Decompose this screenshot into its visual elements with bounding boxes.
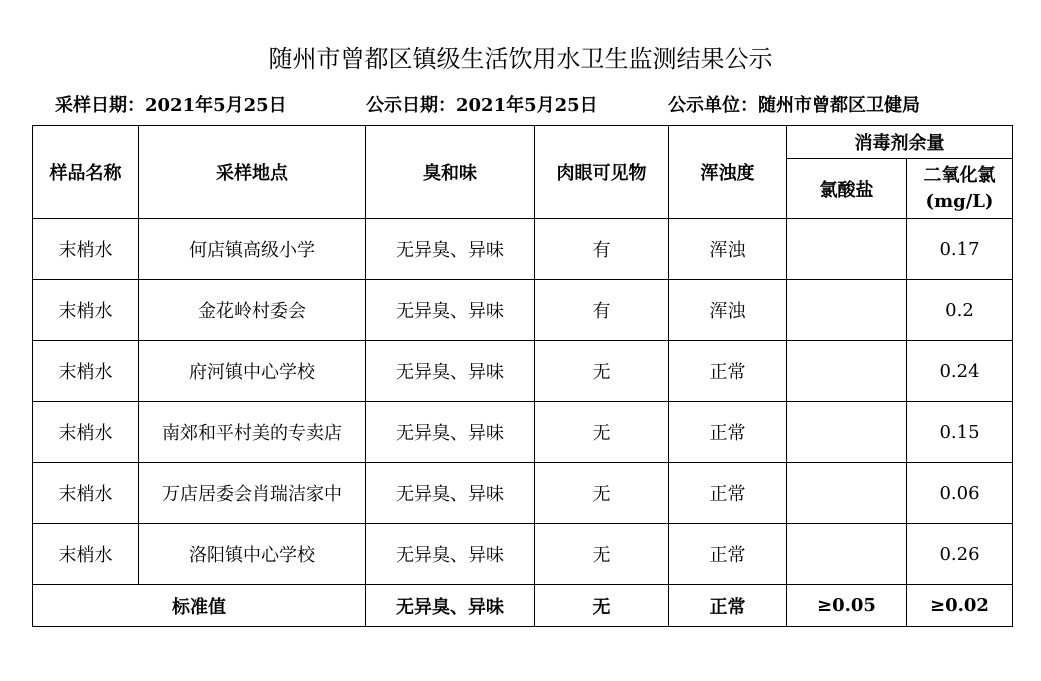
standard-turbidity: 正常 [669,585,787,627]
cell-sampling-site: 万店居委会肖瑞洁家中 [139,463,366,524]
header-chlorine-dioxide-label: 二氧化氯 [923,164,996,186]
header-disinfectant-residual: 消毒剂余量 [787,126,1013,159]
header-sample-name: 样品名称 [33,126,139,219]
table-row [33,280,1013,341]
page-title: 随州市曾都区镇级生活饮用水卫生监测结果公示 [268,45,773,73]
table-row [33,463,1013,524]
publish-date: 公示日期：2021年5月25日 [366,95,598,116]
cell-sample-name: 末梢水 [33,219,139,280]
standard-visible-matter: 无 [535,585,669,627]
cell-visible-matter: 无 [535,524,669,585]
table-row [33,402,1013,463]
standard-odor: 无异臭、异味 [366,585,535,627]
cell-sampling-site: 南郊和平村美的专卖店 [139,402,366,463]
cell-odor: 无异臭、异味 [366,463,535,524]
table-row [33,524,1013,585]
header-chlorine-dioxide [907,159,1013,219]
results-table [32,125,1013,627]
header-visible-matter: 肉眼可见物 [535,126,669,219]
header-sampling-site: 采样地点 [139,126,366,219]
cell-chlorate [787,524,907,585]
cell-odor: 无异臭、异味 [366,341,535,402]
cell-sampling-site: 何店镇高级小学 [139,219,366,280]
standard-row [33,585,1013,627]
cell-chlorate [787,463,907,524]
table-row [33,219,1013,280]
cell-turbidity: 正常 [669,341,787,402]
cell-sample-name: 末梢水 [33,402,139,463]
cell-sample-name: 末梢水 [33,463,139,524]
cell-chlorine-dioxide: 0.2 [907,280,1013,341]
cell-visible-matter: 无 [535,463,669,524]
cell-turbidity: 浑浊 [669,219,787,280]
cell-chlorate [787,219,907,280]
cell-visible-matter: 有 [535,219,669,280]
cell-turbidity: 正常 [669,524,787,585]
cell-visible-matter: 无 [535,341,669,402]
cell-chlorine-dioxide: 0.15 [907,402,1013,463]
header-odor: 臭和味 [366,126,535,219]
cell-sampling-site: 金花岭村委会 [139,280,366,341]
cell-sampling-site: 洛阳镇中心学校 [139,524,366,585]
cell-sample-name: 末梢水 [33,524,139,585]
header-chlorate: 氯酸盐 [787,159,907,219]
cell-turbidity: 正常 [669,463,787,524]
cell-chlorine-dioxide: 0.24 [907,341,1013,402]
header-turbidity: 浑浊度 [669,126,787,219]
table-row [33,341,1013,402]
cell-odor: 无异臭、异味 [366,280,535,341]
cell-odor: 无异臭、异味 [366,219,535,280]
cell-sample-name: 末梢水 [33,280,139,341]
cell-chlorine-dioxide: 0.26 [907,524,1013,585]
cell-visible-matter: 有 [535,280,669,341]
cell-chlorate [787,402,907,463]
cell-turbidity: 正常 [669,402,787,463]
cell-chlorine-dioxide: 0.17 [907,219,1013,280]
cell-visible-matter: 无 [535,402,669,463]
standard-label: 标准值 [33,585,366,627]
header-row-1 [33,126,1013,159]
cell-sampling-site: 府河镇中心学校 [139,341,366,402]
standard-chlorate: ≥0.05 [787,585,907,627]
cell-odor: 无异臭、异味 [366,524,535,585]
cell-chlorine-dioxide: 0.06 [907,463,1013,524]
cell-odor: 无异臭、异味 [366,402,535,463]
cell-chlorate [787,341,907,402]
cell-turbidity: 浑浊 [669,280,787,341]
publish-unit: 公示单位：随州市曾都区卫健局 [668,95,920,116]
sampling-date: 采样日期：2021年5月25日 [55,95,287,116]
cell-chlorate [787,280,907,341]
header-chlorine-dioxide-unit: (mg/L) [925,190,994,212]
standard-chlorine-dioxide: ≥0.02 [907,585,1013,627]
cell-sample-name: 末梢水 [33,341,139,402]
